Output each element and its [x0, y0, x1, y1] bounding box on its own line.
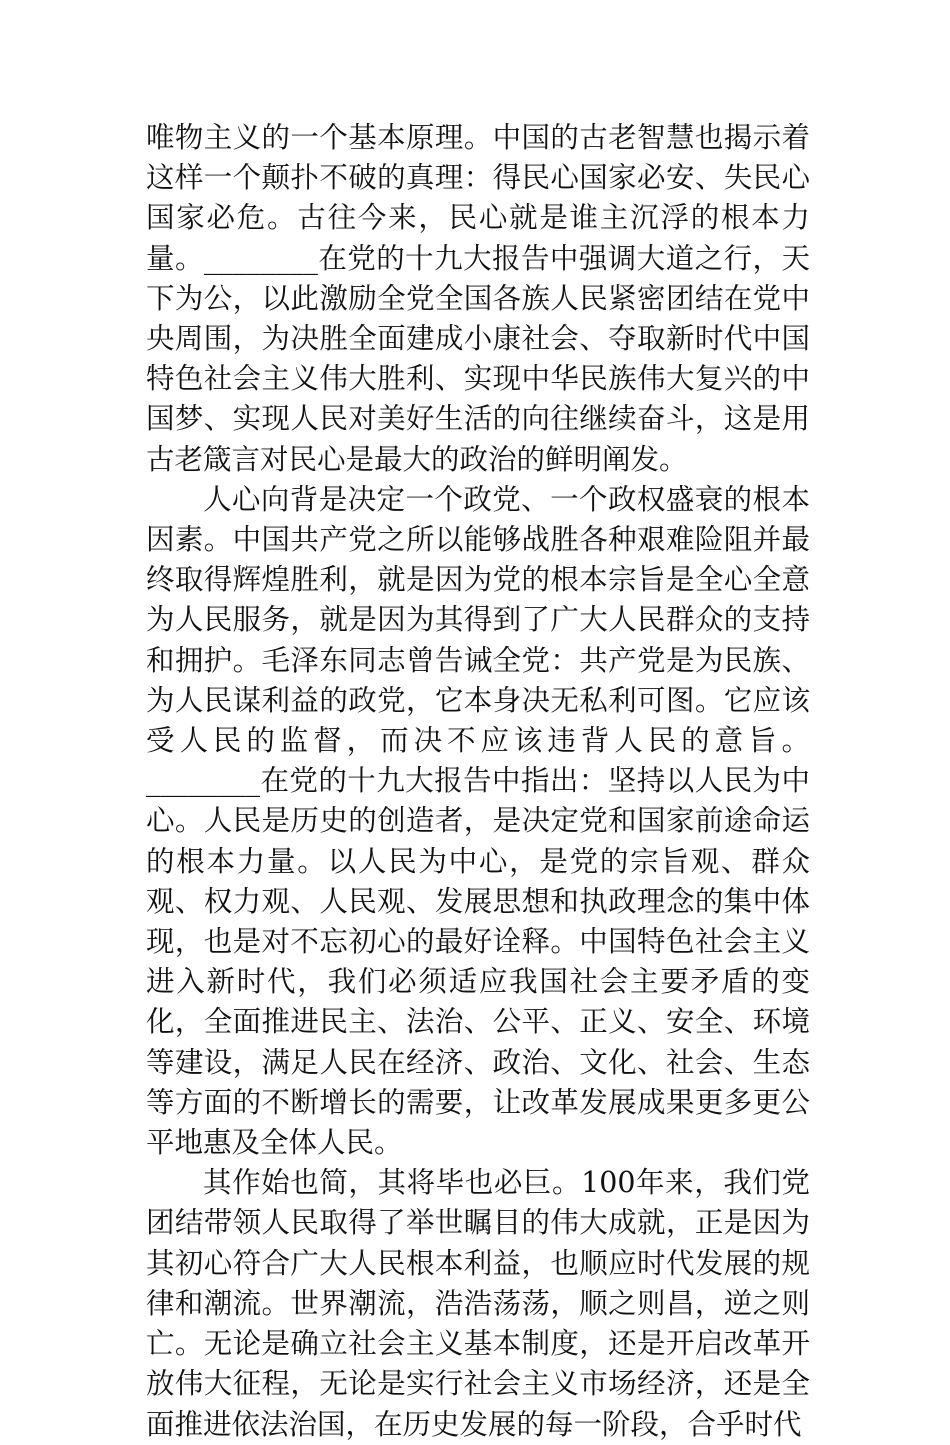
paragraph-popular-support: 人心向背是决定一个政党、一个政权盛衰的根本因素。中国共产党之所以能够战胜各种艰难险阻并最终取得辉煌胜利，就是因为党的根本宗旨是全心全意为人民服务，就是因为其得到了广大人民群众的支持和拥护。毛泽东同志曾告诫全党：共产党是为民族、为人民谋利益的政党，它本身决无私利可图。它应该受人民的监督，而决不应该违背人民的意旨。________在党的十九大报告中指出：坚持以人民为中心。人民是历史的创造者，是决定党和国家前途命运的根本力量。以人民为中心，是党的宗旨观、群众观、权力观、人民观、发展思想和执政理念的集中体现，也是对不忘初心的最好诠释。中国特色社会主义进入新时代，我们必须适应我国社会主要矛盾的变化，全面推进民主、法治、公平、正义、安全、环境等建设，满足人民在经济、政治、文化、社会、生态等方面的不断增长的需要，让改革发展成果更多更公平地惠及全体人民。 — [146, 482, 810, 1160]
document-body — [146, 118, 810, 1445]
paragraph-historical-achievements: 其作始也简，其将毕也必巨。100年来，我们党团结带领人民取得了举世瞩目的伟大成就，正是因为其初心符合广大人民根本利益，也顺应时代发展的规律和潮流。世界潮流，浩浩荡荡，顺之则昌，逆之则亡。无论是确立社会主义基本制度，还是开启改革开放伟大征程，无论是实行社会主义市场经济，还是全面推进依法治国，在历史发展的每一阶段，合乎时代 — [146, 1166, 810, 1441]
paragraph-continuation: 唯物主义的一个基本原理。中国的古老智慧也揭示着这样一个颠扑不破的真理：得民心国家必安、失民心国家必危。古往今来，民心就是谁主沉浮的根本力量。________在党的十九大报告中强调大道之行，天下为公，以此激励全党全国各族人民紧密团结在党中央周围，为决胜全面建成小康社会、夺取新时代中国特色社会主义伟大胜利、实现中华民族伟大复兴的中国梦、实现人民对美好生活的向往继续奋斗，这是用古老箴言对民心是最大的政治的鲜明阐发。 — [146, 121, 810, 476]
